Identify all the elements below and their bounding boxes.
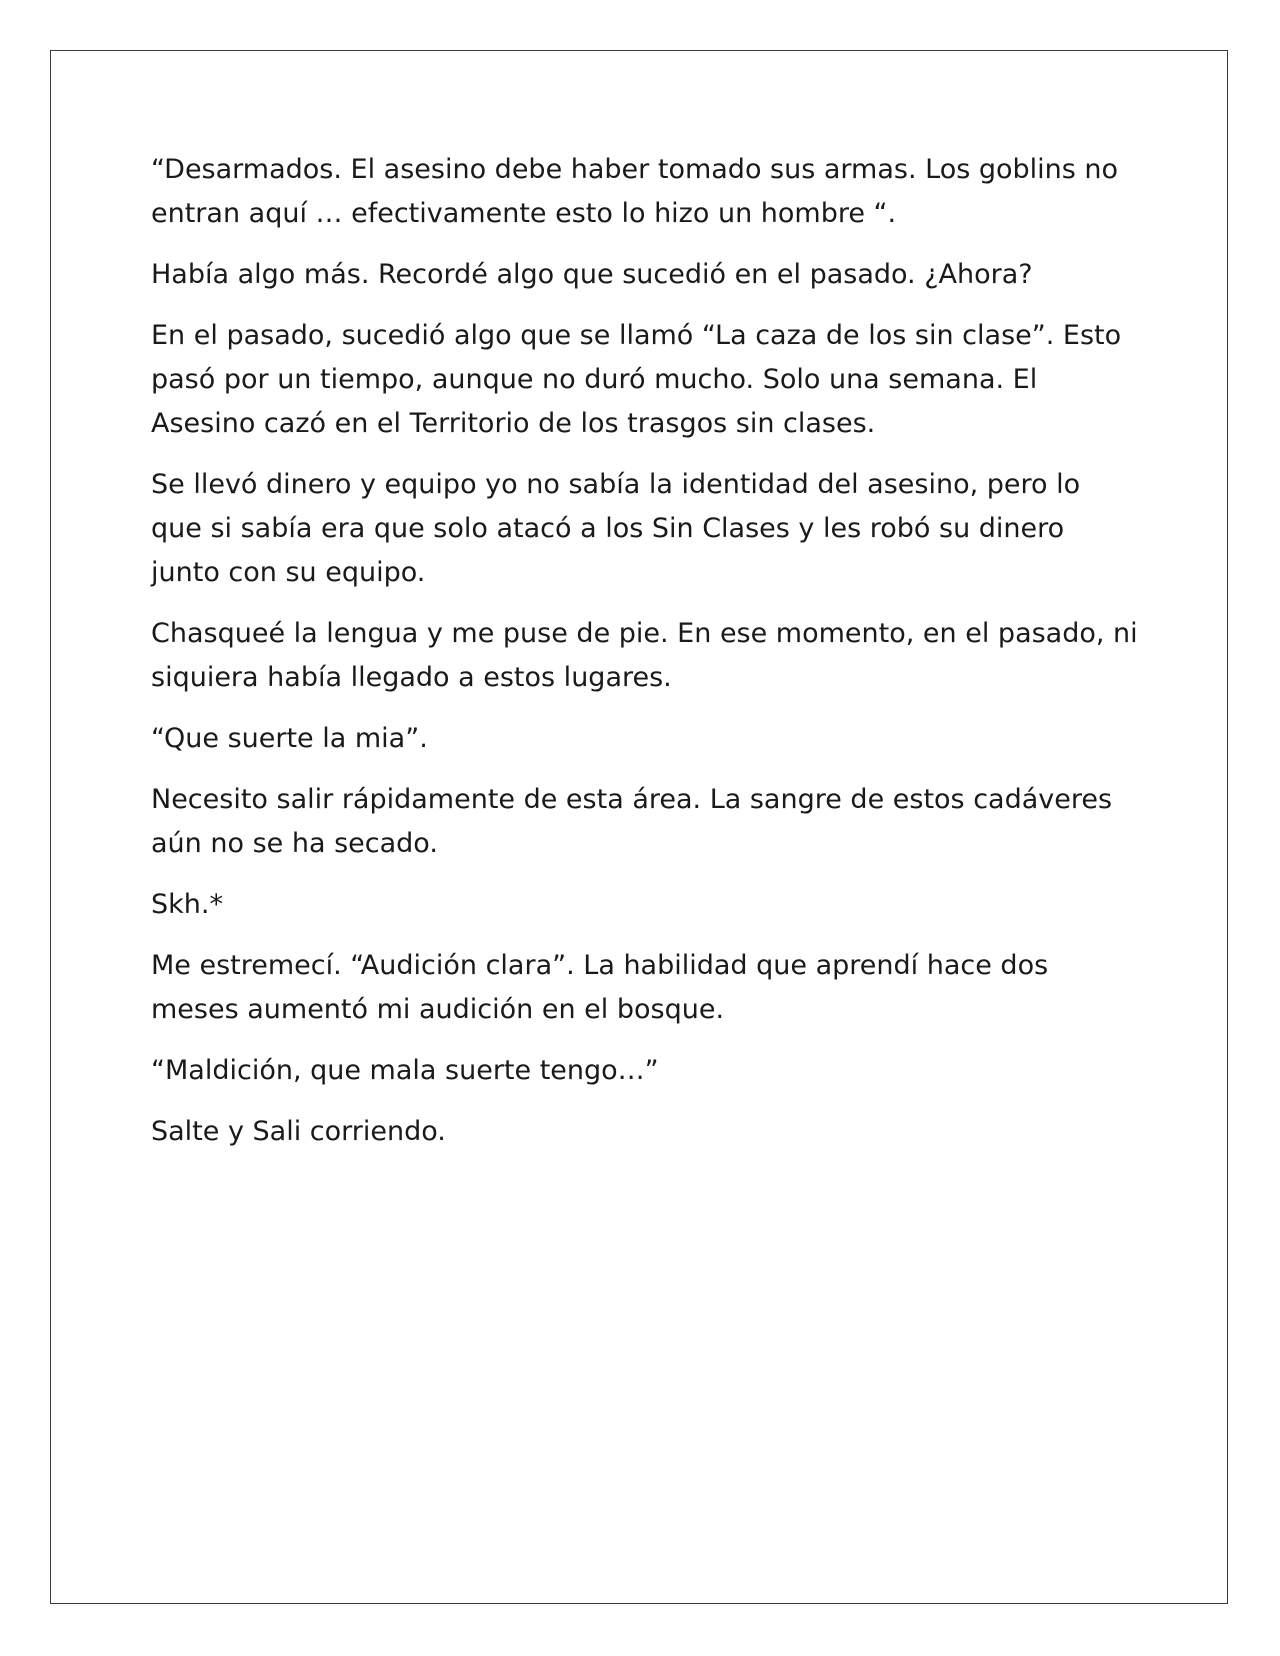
text-line: Skh.* [151,889,223,920]
paragraph [151,253,1151,297]
text-line: Necesito salir rápidamente de esta área. La sangre de estos cadáveres [151,784,1113,815]
paragraph [151,883,1151,927]
text-line: “Que suerte la mia”. [151,723,428,754]
paragraph [151,944,1151,1032]
paragraph [151,1049,1151,1093]
paragraph [151,717,1151,761]
text-line: Chasqueé la lengua y me puse de pie. En ese momento, en el pasado, ni [151,618,1138,649]
text-line: siquiera había llegado a estos lugares. [151,662,672,693]
text-line: meses aumentó mi audición en el bosque. [151,994,725,1025]
paragraph [151,463,1151,595]
text-line: que si sabía era que solo atacó a los Sin Clases y les robó su dinero [151,513,1065,544]
text-line: pasó por un tiempo, aunque no duró mucho. Solo una semana. El [151,364,1038,395]
document-body [151,148,1151,1171]
paragraph [151,778,1151,866]
text-line: Asesino cazó en el Territorio de los trasgos sin clases. [151,408,876,439]
paragraph [151,314,1151,446]
paragraph [151,612,1151,700]
text-line: entran aquí … efectivamente esto lo hizo un hombre “. [151,198,897,229]
text-line: aún no se ha secado. [151,828,438,859]
text-line: En el pasado, sucedió algo que se llamó “La caza de los sin clase”. Esto [151,320,1122,351]
paragraph [151,1110,1151,1154]
text-line: Había algo más. Recordé algo que sucedió en el pasado. ¿Ahora? [151,259,1033,290]
text-line: Me estremecí. “Audición clara”. La habilidad que aprendí hace dos [151,950,1049,981]
paragraph [151,148,1151,236]
text-line: “Desarmados. El asesino debe haber tomado sus armas. Los goblins no [151,154,1119,185]
text-line: Salte y Sali corriendo. [151,1116,446,1147]
text-line: Se llevó dinero y equipo yo no sabía la identidad del asesino, pero lo [151,469,1081,500]
text-line: junto con su equipo. [151,557,426,588]
text-line: “Maldición, que mala suerte tengo…” [151,1055,659,1086]
